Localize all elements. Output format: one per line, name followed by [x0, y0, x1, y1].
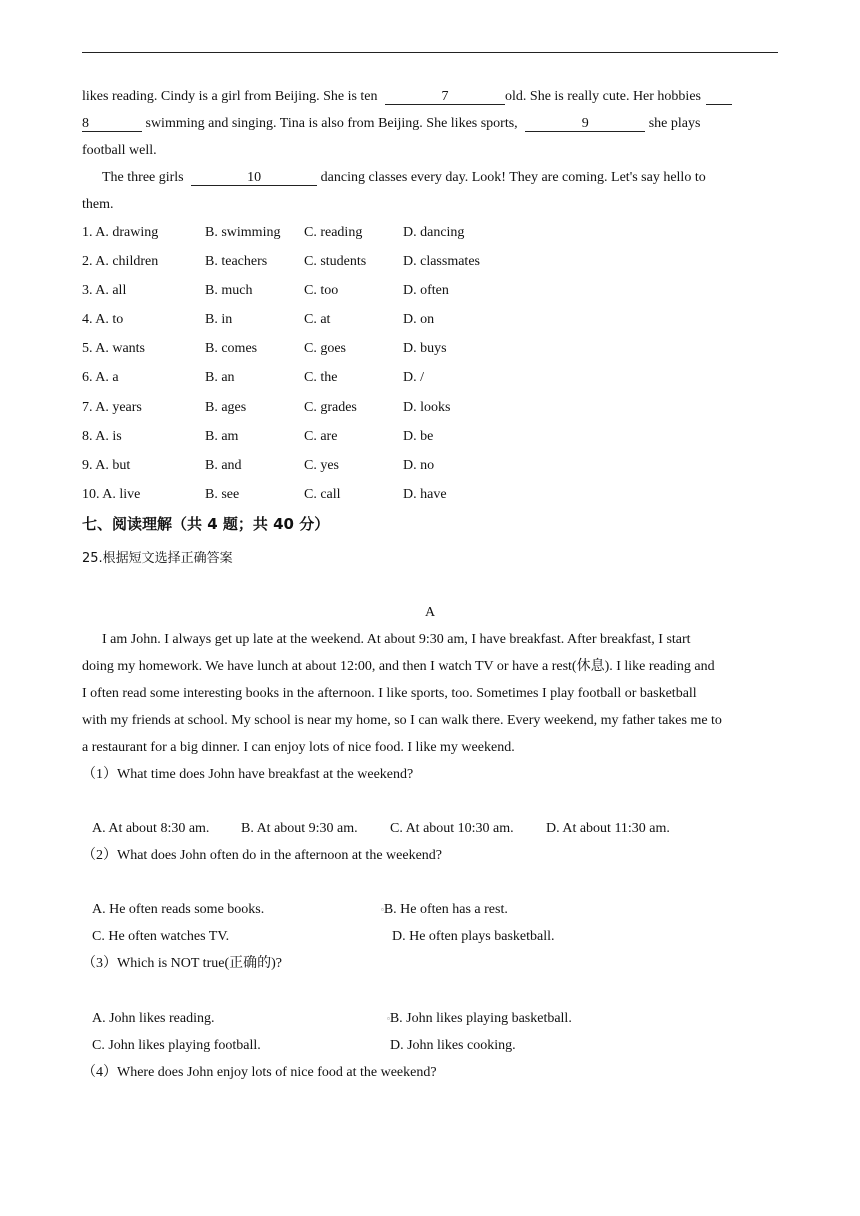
passage-line: I often read some interesting books in the afternoon. I like sports, too. Sometimes I play football or basketball [82, 686, 697, 701]
blank-7: 7 [385, 90, 505, 105]
option-b: B. an [205, 370, 235, 385]
cloze-line-1 [82, 89, 732, 105]
option-c: C. too [304, 283, 339, 298]
cloze-line-4 [102, 170, 706, 186]
passage-line: doing my homework. We have lunch at about 12:00, and then I watch TV or have a rest(休息). I like reading and [82, 659, 715, 674]
option-a: 1. A. drawing [82, 225, 159, 240]
option-d: D. buys [403, 341, 447, 356]
option-a: 2. A. children [82, 254, 159, 269]
option-a: 5. A. wants [82, 341, 145, 356]
cloze-text: dancing classes every day. Look! They are coming. Let's say hello to [320, 170, 706, 185]
option-d: D. have [403, 487, 447, 502]
option-b: B. see [205, 487, 240, 502]
answer-option-d: D. At about 11:30 am. [546, 821, 670, 836]
answer-option-c: C. John likes playing football. [92, 1038, 261, 1053]
option-b: B. am [205, 429, 239, 444]
option-c: C. call [304, 487, 341, 502]
cloze-text: swimming and singing. Tina is also from Beijing. She likes sports, [145, 116, 518, 131]
option-b: B. in [205, 312, 233, 327]
option-d: D. / [403, 370, 424, 385]
cloze-line-5: them. [82, 197, 114, 212]
option-c: C. students [304, 254, 367, 269]
option-a: 3. A. all [82, 283, 127, 298]
section-heading: 七、阅读理解（共 4 题；共 40 分） [82, 515, 330, 533]
cloze-line-2 [82, 116, 700, 132]
blank-10: 10 [191, 171, 317, 186]
blank-9: 9 [525, 117, 645, 132]
option-b: B. swimming [205, 225, 281, 240]
passage-line: with my friends at school. My school is near my home, so I can walk there. Every weekend, my father takes me to [82, 713, 722, 728]
header-rule [82, 52, 778, 53]
option-a: 6. A. a [82, 370, 119, 385]
option-b: B. comes [205, 341, 258, 356]
cloze-text: The three girls [102, 170, 184, 185]
option-a: 10. A. live [82, 487, 141, 502]
option-d: D. looks [403, 400, 451, 415]
option-c: C. reading [304, 225, 363, 240]
option-a: 8. A. is [82, 429, 122, 444]
option-c: C. at [304, 312, 331, 327]
option-d: D. be [403, 429, 434, 444]
option-b: B. much [205, 283, 253, 298]
passage-line: I am John. I always get up late at the weekend. At about 9:30 am, I have breakfast. After breakfast, I start [102, 632, 691, 647]
option-a: 4. A. to [82, 312, 124, 327]
answer-option-c: C. He often watches TV. [92, 929, 230, 944]
cloze-text: she plays [648, 116, 701, 131]
question-stem: （2）What does John often do in the afternoon at the weekend? [82, 848, 443, 863]
option-d: D. often [403, 283, 449, 298]
option-d: D. no [403, 458, 435, 473]
answer-option-d: D. John likes cooking. [390, 1038, 516, 1053]
answer-option-b: B. He often has a rest. [383, 902, 508, 918]
option-b: B. ages [205, 400, 247, 415]
option-d: D. classmates [403, 254, 480, 269]
option-c: C. are [304, 429, 338, 444]
answer-option-b: B. At about 9:30 am. [241, 821, 358, 836]
question-stem: （1）What time does John have breakfast at the weekend? [82, 767, 414, 782]
passage-title: A [424, 605, 436, 620]
cloze-line-3: football well. [82, 143, 157, 158]
cloze-text: likes reading. Cindy is a girl from Beijing. She is ten [82, 89, 378, 104]
answer-option-a: A. He often reads some books. [92, 902, 265, 917]
question-stem: （4）Where does John enjoy lots of nice food at the weekend? [82, 1065, 437, 1080]
answer-option-a: A. At about 8:30 am. [92, 821, 210, 836]
option-a: 7. A. years [82, 400, 142, 415]
option-b: B. and [205, 458, 242, 473]
answer-option-a: A. John likes reading. [92, 1011, 215, 1026]
option-d: D. dancing [403, 225, 465, 240]
option-c: C. the [304, 370, 338, 385]
option-b: B. teachers [205, 254, 268, 269]
anchor-mark-icon: ▫ [381, 905, 384, 914]
answer-option-b-row [381, 902, 508, 918]
blank-8: 8 [82, 117, 142, 132]
option-a: 9. A. but [82, 458, 131, 473]
blank-8-start [706, 90, 732, 105]
option-c: C. yes [304, 458, 339, 473]
answer-option-b-row [387, 1011, 572, 1027]
question-stem: （3）Which is NOT true(正确的)? [82, 956, 282, 971]
cloze-text: old. She is really cute. Her hobbies [505, 89, 701, 104]
option-d: D. on [403, 312, 435, 327]
answer-option-b: B. John likes playing basketball. [389, 1011, 572, 1027]
answer-option-c: C. At about 10:30 am. [390, 821, 514, 836]
answer-option-d: D. He often plays basketball. [392, 929, 555, 944]
option-c: C. grades [304, 400, 357, 415]
passage-line: a restaurant for a big dinner. I can enjoy lots of nice food. I like my weekend. [82, 740, 515, 755]
option-c: C. goes [304, 341, 346, 356]
question-intro: 25.根据短文选择正确答案 [82, 551, 233, 566]
anchor-mark-icon: ▫ [387, 1014, 390, 1023]
